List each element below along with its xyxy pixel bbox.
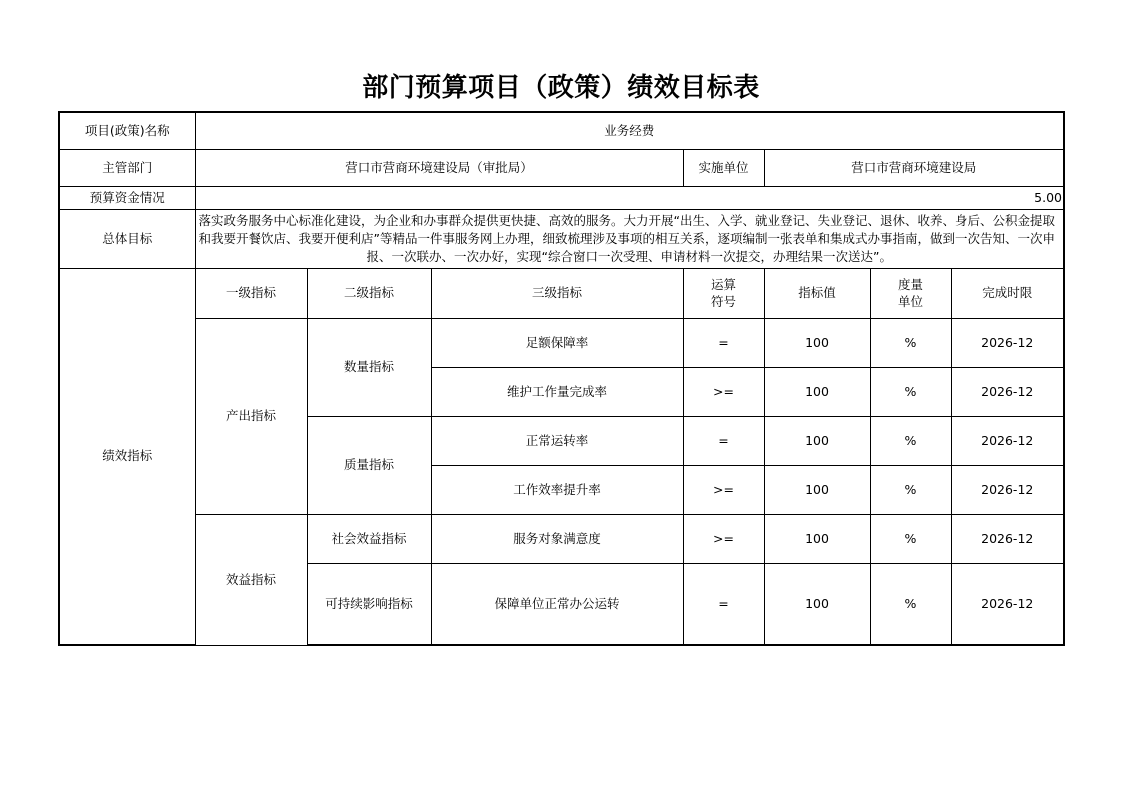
header-unit-line1: 度量 <box>897 277 923 292</box>
unit-cell: % <box>870 416 951 465</box>
department-value: 营口市营商环境建设局（审批局） <box>195 149 683 186</box>
header-target: 指标值 <box>764 268 870 318</box>
level2-indicator: 社会效益指标 <box>307 514 431 563</box>
target-value-cell: 100 <box>764 416 870 465</box>
header-unit-line2: 单位 <box>897 294 923 309</box>
target-value-cell: 100 <box>764 563 870 645</box>
project-name-label: 项目(政策)名称 <box>59 112 195 149</box>
level1-indicator: 效益指标 <box>195 514 307 645</box>
deadline-cell: 2026-12 <box>951 416 1064 465</box>
deadline-cell: 2026-12 <box>951 367 1064 416</box>
operator-cell: = <box>683 563 764 645</box>
unit-cell: % <box>870 367 951 416</box>
indicator-row <box>59 514 1064 563</box>
level2-indicator: 质量指标 <box>307 416 431 514</box>
unit-cell: % <box>870 563 951 645</box>
header-unit <box>870 268 951 318</box>
header-operator-line1: 运算 <box>710 277 736 292</box>
target-value-cell: 100 <box>764 318 870 367</box>
budget-value: 5.00 <box>195 186 1064 209</box>
overall-goal-text: 落实政务服务中心标准化建设，为企业和办事群众提供更快捷、高效的服务。大力开展“出生、入学、就业登记、失业登记、退休、收养、身后、公积金提取和我要开餐饮店、我要开便利店”等精品一件事服务网上办理，细致梳理涉及事项的相互关系，逐项编制一张表单和集成式办事指南，做到一次告知、一次申报、一次联办、一次办好，实现“综合窗口一次受理、申请材料一次提交，办理结果一次送达”。 <box>195 209 1064 268</box>
department-row <box>59 149 1064 186</box>
level2-indicator: 数量指标 <box>307 318 431 416</box>
header-level2: 二级指标 <box>307 268 431 318</box>
level3-indicator: 维护工作量完成率 <box>431 367 683 416</box>
deadline-cell: 2026-12 <box>951 465 1064 514</box>
overall-goal-row <box>59 209 1064 268</box>
level3-indicator: 工作效率提升率 <box>431 465 683 514</box>
operator-cell: >= <box>683 465 764 514</box>
deadline-cell: 2026-12 <box>951 318 1064 367</box>
performance-target-form <box>58 111 1065 646</box>
indicator-header-row <box>59 268 1064 318</box>
deadline-cell: 2026-12 <box>951 514 1064 563</box>
budget-label: 预算资金情况 <box>59 186 195 209</box>
level1-indicator: 产出指标 <box>195 318 307 514</box>
header-operator-line2: 符号 <box>710 294 736 309</box>
target-value-cell: 100 <box>764 514 870 563</box>
project-name-value: 业务经费 <box>195 112 1064 149</box>
implementing-unit-label: 实施单位 <box>683 149 764 186</box>
overall-goal-label: 总体目标 <box>59 209 195 268</box>
header-operator <box>683 268 764 318</box>
level3-indicator: 服务对象满意度 <box>431 514 683 563</box>
target-value-cell: 100 <box>764 465 870 514</box>
unit-cell: % <box>870 514 951 563</box>
implementing-unit-value: 营口市营商环境建设局 <box>764 149 1064 186</box>
level2-indicator: 可持续影响指标 <box>307 563 431 645</box>
department-label: 主管部门 <box>59 149 195 186</box>
project-name-row <box>59 112 1064 149</box>
header-deadline: 完成时限 <box>951 268 1064 318</box>
budget-row <box>59 186 1064 209</box>
deadline-cell: 2026-12 <box>951 563 1064 645</box>
page-title: 部门预算项目（政策）绩效目标表 <box>362 73 760 103</box>
operator-cell: = <box>683 318 764 367</box>
level3-indicator: 正常运转率 <box>431 416 683 465</box>
level3-indicator: 保障单位正常办公运转 <box>431 563 683 645</box>
performance-indicators-label: 绩效指标 <box>59 268 195 645</box>
unit-cell: % <box>870 318 951 367</box>
header-level1: 一级指标 <box>195 268 307 318</box>
unit-cell: % <box>870 465 951 514</box>
header-level3: 三级指标 <box>431 268 683 318</box>
indicator-row <box>59 318 1064 367</box>
operator-cell: >= <box>683 514 764 563</box>
operator-cell: = <box>683 416 764 465</box>
target-value-cell: 100 <box>764 367 870 416</box>
operator-cell: >= <box>683 367 764 416</box>
level3-indicator: 足额保障率 <box>431 318 683 367</box>
